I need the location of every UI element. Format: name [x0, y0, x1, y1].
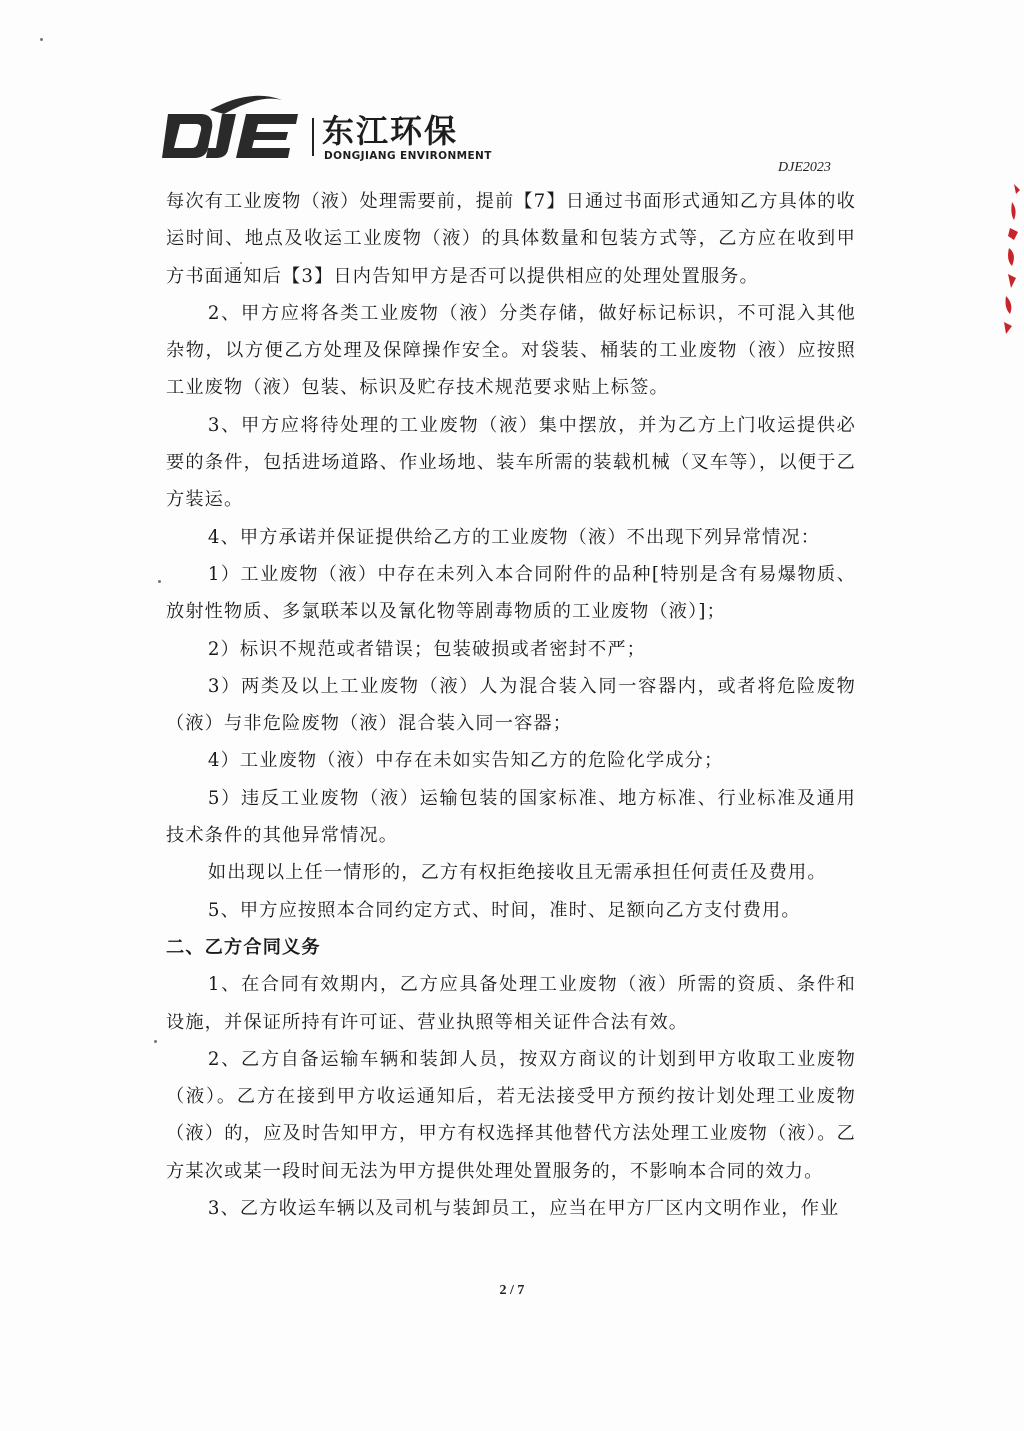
list-item: 5）违反工业废物（液）运输包装的国家标准、地方标准、行业标准及通用技术条件的其他异常情况。 — [166, 787, 856, 847]
scan-speck — [154, 1040, 157, 1043]
contract-body — [166, 183, 856, 1227]
seal-fragment — [984, 180, 1024, 340]
list-item: 2）标识不规范或者错误；包装破损或者密封不严； — [207, 638, 647, 660]
scan-speck — [158, 580, 161, 583]
section-heading: 二、乙方合同义务 — [166, 936, 321, 958]
paragraph: 1、在合同有效期内，乙方应具备处理工业废物（液）所需的资质、条件和设施，并保证所持有许可证、营业执照等相关证件合法有效。 — [166, 974, 856, 1033]
document-code: DJE2023 — [778, 160, 831, 175]
paragraph: 4、甲方承诺并保证提供给乙方的工业废物（液）不出现下列异常情况： — [207, 526, 821, 548]
list-item: 4）工业废物（液）中存在未如实告知乙方的危险化学成分； — [207, 750, 724, 772]
company-name-cn: 东江环保 — [322, 112, 459, 150]
paragraph: 每次有工业废物（液）处理需要前，提前【7】日通过书面形式通知乙方具体的收运时间、地点及收运工业废物（液）的具体数量和包装方式等，乙方应在收到甲方书面通知后【3】日内告知甲方是否可以提供相应的处理处置服务。 — [166, 191, 856, 287]
list-item: 1）工业废物（液）中存在未列入本合同附件的品种[特别是含有易爆物质、放射性物质、多氯联苯以及氰化物等剧毒物质的工业废物（液）]； — [166, 563, 856, 623]
logo-divider — [312, 118, 314, 156]
paragraph: 如出现以上任一情形的，乙方有权拒绝接收且无需承担任何责任及费用。 — [207, 862, 827, 884]
scan-speck — [40, 38, 43, 41]
paragraph: 2、甲方应将各类工业废物（液）分类存储，做好标记标识，不可混入其他杂物，以方便乙方处理及保障操作安全。对袋装、桶装的工业废物（液）应按照工业废物（液）包装、标识及贮存技术规范要求贴上标签。 — [166, 302, 856, 399]
paragraph: 3、乙方收运车辆以及司机与装卸员工，应当在甲方厂区内文明作业，作业 — [207, 1198, 840, 1220]
page-number: 2 / 7 — [499, 1283, 525, 1298]
company-name-en: DONGJIANG ENVIRONMENT — [324, 150, 492, 162]
scan-speck — [240, 262, 242, 264]
paragraph: 5、甲方应按照本合同约定方式、时间，准时、足额向乙方支付费用。 — [207, 899, 801, 921]
list-item: 3）两类及以上工业废物（液）人为混合装入同一容器内，或者将危险废物（液）与非危险废物（液）混合装入同一容器； — [166, 675, 856, 735]
dje-logo-icon — [160, 92, 310, 166]
paragraph: 2、乙方自备运输车辆和装卸人员，按双方商议的计划到甲方收取工业废物（液）。乙方在接到甲方收运通知后，若无法接受甲方预约按计划处理工业废物（液）的，应及时告知甲方，甲方有权选择其他替代方法处理工业废物（液）。乙方某次或某一段时间无法为甲方提供处理处置服务的，不影响本合同的效力。 — [166, 1048, 856, 1182]
paragraph: 3、甲方应将待处理的工业废物（液）集中摆放，并为乙方上门收运提供必要的条件，包括进场道路、作业场地、装车所需的装载机械（叉车等），以便于乙方装运。 — [166, 414, 856, 511]
